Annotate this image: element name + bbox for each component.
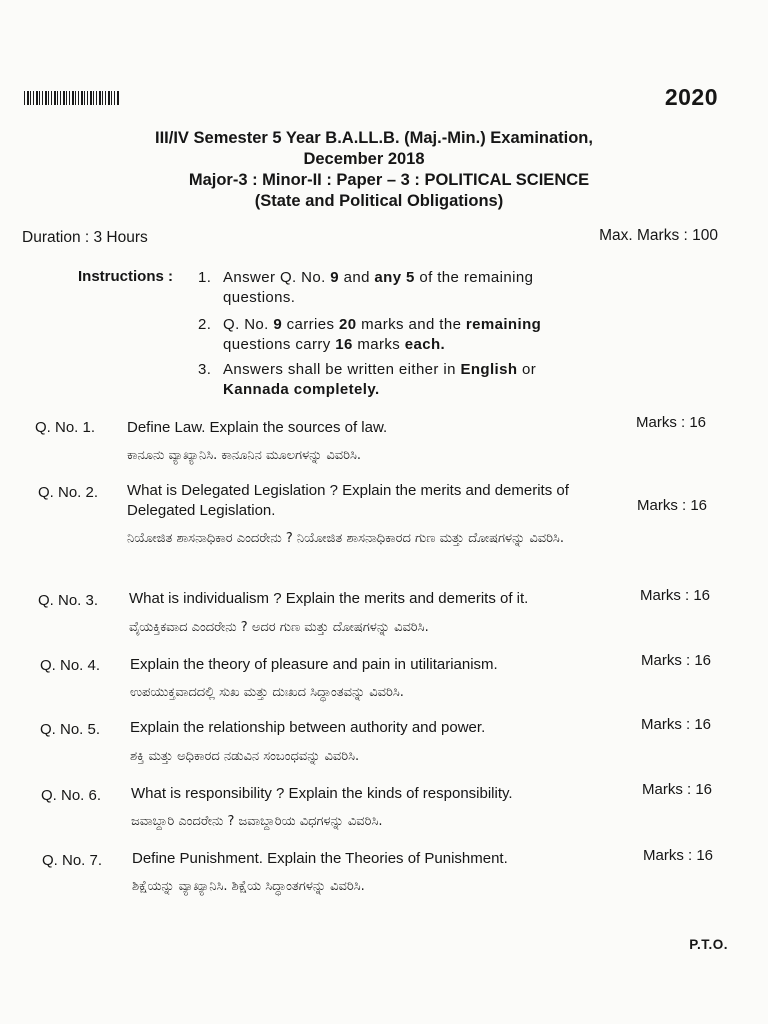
instruction-number: 3.	[198, 361, 212, 378]
question-number: Q. No. 7.	[42, 852, 103, 869]
question-text-kannada: ಶಿಕ್ಷೆಯನ್ನು ವ್ಯಾಖ್ಯಾನಿಸಿ. ಶಿಕ್ಷೆಯ ಸಿದ್ಧಾಂತಗಳನ್ನು ವಿವರಿಸಿ.	[132, 879, 365, 894]
question-number: Q. No. 3.	[38, 592, 99, 609]
question-marks: Marks : 16	[641, 716, 712, 733]
question-text-kannada: ವೈಯಕ್ತಿಕವಾದ ಎಂದರೇನು ? ಅದರ ಗುಣ ಮತ್ತು ದೋಷಗಳನ್ನು ವಿವರಿಸಿ.	[129, 620, 429, 635]
instruction-emphasis: 16	[335, 336, 353, 353]
instruction-emphasis: English	[460, 361, 518, 378]
question-number: Q. No. 5.	[40, 721, 101, 738]
question-marks: Marks : 16	[641, 652, 712, 669]
question-text-kannada: ಕಾನೂನು ವ್ಯಾಖ್ಯಾನಿಸಿ. ಕಾನೂನಿನ ಮೂಲಗಳನ್ನು ವಿವರಿಸಿ.	[127, 448, 362, 463]
instruction-continuation	[198, 335, 628, 355]
question-text: Define Punishment. Explain the Theories of Punishment.	[132, 850, 508, 867]
instruction-text: marks	[352, 336, 405, 353]
question-text-kannada: ಶಕ್ತಿ ಮತ್ತು ಅಧಿಕಾರದ ನಡುವಿನ ಸಂಬಂಧವನ್ನು ವಿವರಿಸಿ.	[130, 749, 360, 764]
instruction-number: 2.	[198, 316, 212, 333]
question-marks: Marks : 16	[636, 414, 707, 431]
instruction-emphasis: each.	[404, 336, 446, 353]
instruction-text: Answers shall be written either in	[223, 361, 461, 378]
instruction-emphasis: remaining	[465, 316, 542, 333]
question-text-kannada: ಉಪಯುಕ್ತವಾದದಲ್ಲಿ ಸುಖ ಮತ್ತು ದುಃಖದ ಸಿದ್ಧಾಂತವನ್ನು ವಿವರಿಸಿ.	[130, 685, 404, 700]
instruction-emphasis: any 5	[374, 269, 415, 286]
instruction-text: and	[339, 269, 375, 286]
instruction-text: questions carry	[223, 336, 336, 353]
question-number: Q. No. 2.	[38, 484, 99, 501]
question-number: Q. No. 6.	[41, 787, 102, 804]
instruction-text: Answer Q. No.	[223, 269, 331, 286]
question-text-kannada: ನಿಯೋಜಿತ ಶಾಸನಾಧಿಕಾರ ಎಂದರೇನು ? ನಿಯೋಜಿತ ಶಾಸನಾಧಿಕಾರದ ಗುಣ ಮತ್ತು ದೋಷಗಳನ್ನು ವಿವರಿಸಿ.	[127, 531, 564, 546]
exam-date: December 2018	[303, 150, 425, 168]
question-text: What is responsibility ? Explain the kinds of responsibility.	[131, 785, 513, 802]
instruction-text: marks and the	[356, 316, 466, 333]
question-text: Explain the relationship between authority and power.	[130, 719, 486, 736]
exam-title: III/IV Semester 5 Year B.A.LL.B. (Maj.-Min.) Examination,	[155, 129, 593, 147]
instruction-continuation: questions.	[223, 289, 296, 306]
instruction-text: Q. No.	[223, 316, 274, 333]
question-marks: Marks : 16	[637, 497, 708, 514]
instruction-text: of the remaining	[414, 269, 534, 286]
paper-subtitle: (State and Political Obligations)	[254, 192, 504, 210]
paper-title: Major-3 : Minor-II : Paper – 3 : POLITICAL SCIENCE	[188, 171, 590, 189]
question-marks: Marks : 16	[643, 847, 714, 864]
question-text: Explain the theory of pleasure and pain in utilitarianism.	[130, 656, 498, 673]
instruction-text: or	[517, 361, 537, 378]
question-text: Define Law. Explain the sources of law.	[127, 419, 388, 436]
question-text-kannada: ಜವಾಬ್ದಾರಿ ಎಂದರೇನು ? ಜವಾಬ್ದಾರಿಯ ವಿಧಗಳನ್ನು ವಿವರಿಸಿ.	[131, 814, 383, 829]
instruction-emphasis: 20	[339, 316, 357, 333]
barcode	[24, 91, 120, 105]
question-number: Q. No. 1.	[35, 419, 96, 436]
duration: Duration : 3 Hours	[22, 229, 148, 246]
instruction-number: 1.	[198, 269, 212, 286]
question-text: What is Delegated Legislation ? Explain the merits and demerits of Delegated Legislation.	[127, 482, 569, 519]
instructions-label: Instructions :	[78, 268, 174, 285]
instruction-continuation: Kannada completely.	[223, 381, 380, 398]
instruction-emphasis: 9	[273, 316, 283, 333]
instruction-2	[198, 315, 628, 355]
instruction-text: carries	[282, 316, 340, 333]
instruction-1	[198, 268, 628, 308]
question-marks: Marks : 16	[642, 781, 713, 798]
page-turn-over: P.T.O.	[689, 937, 728, 952]
max-marks: Max. Marks : 100	[599, 227, 718, 244]
question-number: Q. No. 4.	[40, 657, 101, 674]
question-text: What is individualism ? Explain the merits and demerits of it.	[129, 590, 529, 607]
question-marks: Marks : 16	[640, 587, 711, 604]
instruction-emphasis: 9	[330, 269, 340, 286]
instruction-3	[198, 360, 628, 400]
paper-code: 2020	[664, 84, 718, 110]
